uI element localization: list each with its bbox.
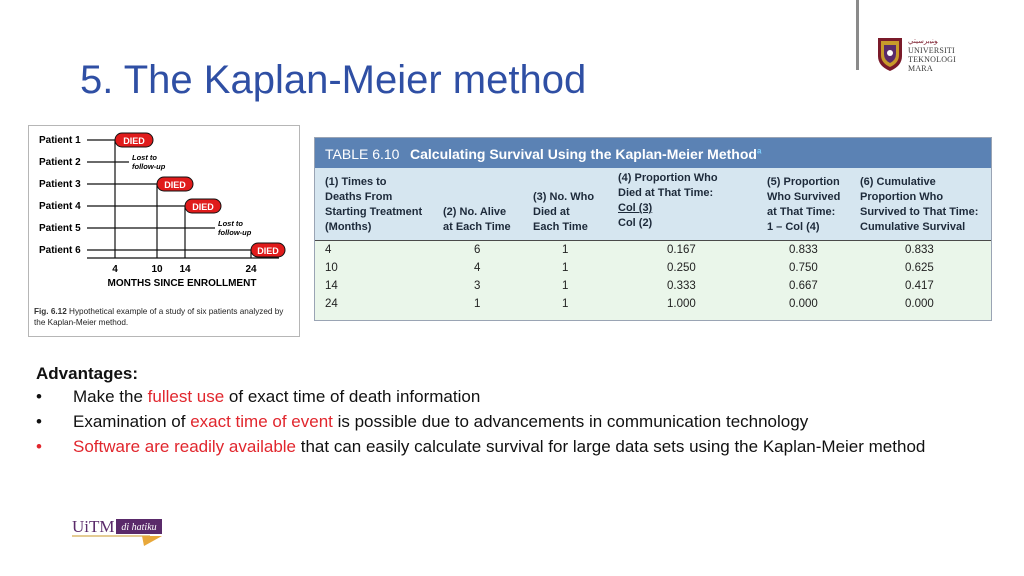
- col5-line: (5) Proportion: [767, 176, 840, 188]
- figure-caption-text: Hypothetical example of a study of six patients analyzed by the Kaplan-Meier method.: [34, 307, 284, 327]
- bullet-3-marker: •: [36, 437, 42, 456]
- col-header-2: [443, 205, 511, 235]
- col4-line: (4) Proportion Who: [618, 172, 718, 184]
- col5-line: Who Survived: [767, 191, 841, 203]
- col-header-6: [860, 175, 978, 235]
- col-header-4: [618, 171, 718, 231]
- died-badge-1: [115, 133, 153, 147]
- uitm-di-hatiku-logo: [72, 516, 164, 548]
- table-cell: 0.417: [905, 280, 934, 292]
- table-title-text: Calculating Survival Using the Kaplan-Meier Method: [410, 146, 757, 162]
- table-title: [410, 146, 761, 162]
- table-cell: 4: [325, 244, 332, 256]
- advantage-3-text: that can easily calculate survival for large data sets using the Kaplan-Meier method: [296, 437, 926, 456]
- patient-label-2: Patient 2: [39, 157, 81, 168]
- col-header-1: [325, 175, 422, 235]
- uitm-crest-logo: [876, 36, 904, 72]
- advantage-2-text: Examination of: [73, 412, 191, 431]
- table-cell: 1: [562, 298, 569, 310]
- died-label: DIED: [257, 246, 279, 256]
- patient-label-5: Patient 5: [39, 223, 81, 234]
- patient-label-4: Patient 4: [39, 201, 81, 212]
- table-cell: 0.167: [667, 244, 696, 256]
- university-line2: TEKNOLOGI: [908, 55, 957, 64]
- col1-line: Starting Treatment: [325, 206, 423, 218]
- col3-line: Each Time: [533, 221, 588, 233]
- header-divider: [856, 0, 859, 70]
- col4-line: Died at That Time:: [618, 187, 714, 199]
- table-cell: 0.250: [667, 262, 696, 274]
- university-name: [908, 37, 956, 73]
- bullet-2-marker: •: [36, 412, 42, 431]
- table-cell: 1: [562, 262, 569, 274]
- col5-line: 1 – Col (4): [767, 221, 820, 233]
- tick-4: 4: [112, 264, 118, 275]
- table-cell: 1: [562, 244, 569, 256]
- advantage-1-text: Make the: [73, 387, 148, 406]
- figure-caption-number: Fig. 6.12: [34, 307, 67, 316]
- kaplan-meier-table: [314, 137, 992, 321]
- died-label: DIED: [164, 180, 186, 190]
- col3-line: (3) No. Who: [533, 191, 595, 203]
- advantage-item-3: [73, 434, 998, 460]
- table-cell: 3: [474, 280, 481, 292]
- advantage-item-1: [73, 384, 998, 410]
- table-cell: 0.625: [905, 262, 934, 274]
- lost-label-2b: follow-up: [132, 162, 166, 171]
- tick-24: 24: [245, 264, 257, 275]
- lost-label-5b: follow-up: [218, 228, 252, 237]
- table-footnote-mark: a: [756, 146, 762, 156]
- advantage-3-highlight: Software are readily available: [73, 437, 297, 456]
- died-label: DIED: [123, 136, 145, 146]
- uitm-logo-text: UiTM: [72, 517, 115, 536]
- col6-line: (6) Cumulative: [860, 176, 936, 188]
- table-cell: 0.333: [667, 280, 696, 292]
- table-cell: 0.000: [905, 298, 934, 310]
- lost-label-2a: Lost to: [132, 153, 157, 162]
- patient-timeline-diagram: [29, 126, 299, 306]
- uitm-logo-tagline: di hatiku: [121, 522, 157, 533]
- col3-line: Died at: [533, 206, 570, 218]
- table-cell: 1.000: [667, 298, 696, 310]
- slide-title: 5. The Kaplan-Meier method: [80, 58, 587, 102]
- university-line3: MARA: [908, 64, 933, 73]
- table-number: TABLE 6.10: [325, 146, 400, 162]
- advantage-1-highlight: fullest use: [147, 387, 225, 406]
- figure-caption: [34, 306, 296, 328]
- tick-14: 14: [179, 264, 191, 275]
- bullet-1-marker: •: [36, 387, 42, 406]
- died-badge-4: [185, 199, 221, 213]
- col-header-3: [533, 190, 594, 235]
- col1-line: Deaths From: [325, 191, 393, 203]
- lost-label-5a: Lost to: [218, 219, 243, 228]
- tick-10: 10: [151, 264, 163, 275]
- university-jawi: ﻮﻨﻴﺑﺮﺳﻴﺘﻲ: [908, 37, 938, 45]
- col-header-5: [767, 175, 840, 235]
- table-cell: 6: [474, 244, 481, 256]
- col1-line: (Months): [325, 221, 372, 233]
- advantages-heading: Advantages:: [36, 364, 139, 383]
- advantage-item-2: [73, 409, 998, 435]
- advantage-1-text-end: of exact time of death information: [224, 387, 481, 406]
- table-cell: 1: [562, 280, 569, 292]
- col6-line: Proportion Who: [860, 191, 944, 203]
- advantage-2-text-end: is possible due to advancements in communication technology: [332, 412, 809, 431]
- table-cell: 0.000: [789, 298, 818, 310]
- table-cell: 0.667: [789, 280, 818, 292]
- kaplan-meier-figure: [28, 125, 300, 337]
- died-label: DIED: [192, 202, 214, 212]
- table-column-headers: [315, 168, 991, 241]
- patient-label-6: Patient 6: [39, 245, 81, 256]
- table-cell: 10: [325, 262, 338, 274]
- table-cell: 24: [325, 298, 338, 310]
- advantage-2-highlight: exact time of event: [190, 412, 333, 431]
- patient-label-3: Patient 3: [39, 179, 81, 190]
- axis-label: MONTHS SINCE ENROLLMENT: [107, 278, 257, 289]
- table-cell: 1: [474, 298, 481, 310]
- col1-line: (1) Times to: [325, 176, 387, 188]
- col4-denominator: Col (2): [618, 217, 653, 229]
- col2-line: at Each Time: [443, 221, 511, 233]
- patient-label-1: Patient 1: [39, 135, 81, 146]
- table-cell: 0.833: [905, 244, 934, 256]
- table-header-bar: [315, 138, 991, 168]
- col6-line: Cumulative Survival: [860, 221, 966, 233]
- died-badge-3: [157, 177, 193, 191]
- col6-line: Survived to That Time:: [860, 206, 979, 218]
- died-badge-6: [251, 243, 285, 257]
- table-body: [315, 241, 991, 320]
- col5-line: at That Time:: [767, 206, 836, 218]
- table-cell: 0.750: [789, 262, 818, 274]
- table-cell: 0.833: [789, 244, 818, 256]
- col2-line: (2) No. Alive: [443, 206, 507, 218]
- university-line1: UNIVERSITI: [908, 46, 955, 55]
- table-cell: 4: [474, 262, 481, 274]
- table-cell: 14: [325, 280, 338, 292]
- col4-numerator: Col (3): [618, 202, 653, 214]
